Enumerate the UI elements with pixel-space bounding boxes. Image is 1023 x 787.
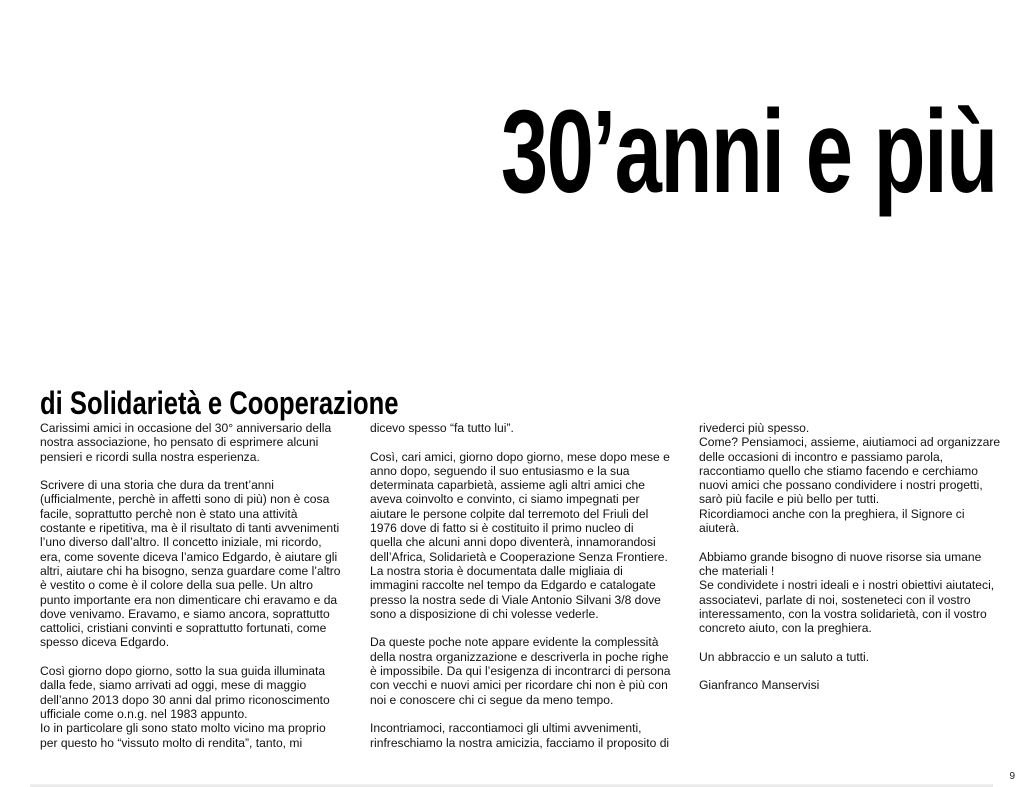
paragraph: Così giorno dopo giorno, sotto la sua guida illuminata dalla fede, siamo arrivati ad oggi, mese di maggio dell’anno 2013 dopo 30 anni dal primo riconoscimento ufficiale come o.n.g. nel 1983 appunto. Io in particolare gli sono stato molto vicino ma proprio per questo ho “vissuto molto di rendita”, tanto, mi [40,664,330,750]
paragraph: Carissimi amici in occasione del 30° anniversario della nostra associazione, ho pensato di esprimere alcuni pensieri e ricordi sulla nostra esperienza. [40,421,332,464]
paragraph: Abbiamo grande bisogno di nuove risorse sia umane che materiali ! Se condividete i nostri ideali e i nostri obiettivi aiutateci, associatevi, parlate di noi, sosteneteci con il vostro interessamento, con la vostra solidarietà, con il vostro concreto aiuto, con la preghiera. [699,549,995,636]
text-column-3 [699,421,1001,693]
paragraph: Scrivere di una storia che dura da trent’anni (ufficialmente, perchè in affetti sono di più) non è cosa facile, soprattutto perchè non è stato una attività costante e ripetitiva, ma è il risultato di tanti avvenimenti l’uno diverso dall’altro. Il concetto iniziale, mi ricordo, era, come sovente diceva l’amico Edgardo, è aiutare gli altri, aiutare chi ha bisogno, senza guardare come l’altro è vestito o come è il colore della sua pelle. Un altro punto importante era non dimenticare chi eravamo e da dove venivamo. Eravamo, e siamo ancora, soprattutto cattolici, cristiani convinti e soprattutto fortunati, come spesso diceva Edgardo. [40,478,341,650]
page-number: 9 [1009,771,1015,782]
paragraph: dicevo spesso “fa tutto lui”. [370,421,514,435]
text-column-1 [40,421,342,750]
signature: Gianfranco Manservisi [699,678,820,693]
page-title: 30’anni e più [501,86,997,219]
paragraph: Così, cari amici, giorno dopo giorno, mese dopo mese e anno dopo, seguendo il suo entusiasmo e la sua determinata caparbietà, assieme agli altri amici che aveva coinvolto e convinto, ci siamo impegnati per aiutare le persone colpite dal terremoto del Friuli del 1976 dove di fatto si è costituito il primo nucleo di quella che alcuni anni dopo diventerà, innamorandosi dell’Africa, Solidarietà e Cooperazione Senza Frontiere. La nostra storia è documentata dalle migliaia di immagini raccolte nel tempo da Edgardo e catalogate presso la nostra sede di Viale Antonio Silvani 3/8 dove sono a disposizione di chi volesse vederle. [370,449,670,621]
paragraph: Da queste poche note appare evidente la complessità della nostra organizzazione e descriverla in poche righe è impossibile. Da qui l’esigenza di incontrarci di persona con vecchi e nuovi amici per ricordare chi non è più con noi e conoscere chi ci segue da meno tempo. [370,635,671,707]
text-column-2 [370,421,672,750]
paragraph: Un abbraccio e un saluto a tutti. [699,649,870,664]
paragraph: rivederci più spesso. Come? Pensiamoci, assieme, aiutiamoci ad organizzare delle occasioni di incontro e passiamo parola, raccontiamo quello che stiamo facendo e cerchiamo nuovi amici che possano condividere i nostri progetti, sarò più facile e più bello per tutti. Ricordiamoci anche con la preghiera, il Signore ci aiuterà. [699,421,1001,536]
paragraph: Incontriamoci, raccontiamoci gli ultimi avvenimenti, rinfreschiamo la nostra amicizia, facciamo il proposito di [370,721,670,750]
page-subtitle: di Solidarietà e Cooperazione [40,384,399,421]
